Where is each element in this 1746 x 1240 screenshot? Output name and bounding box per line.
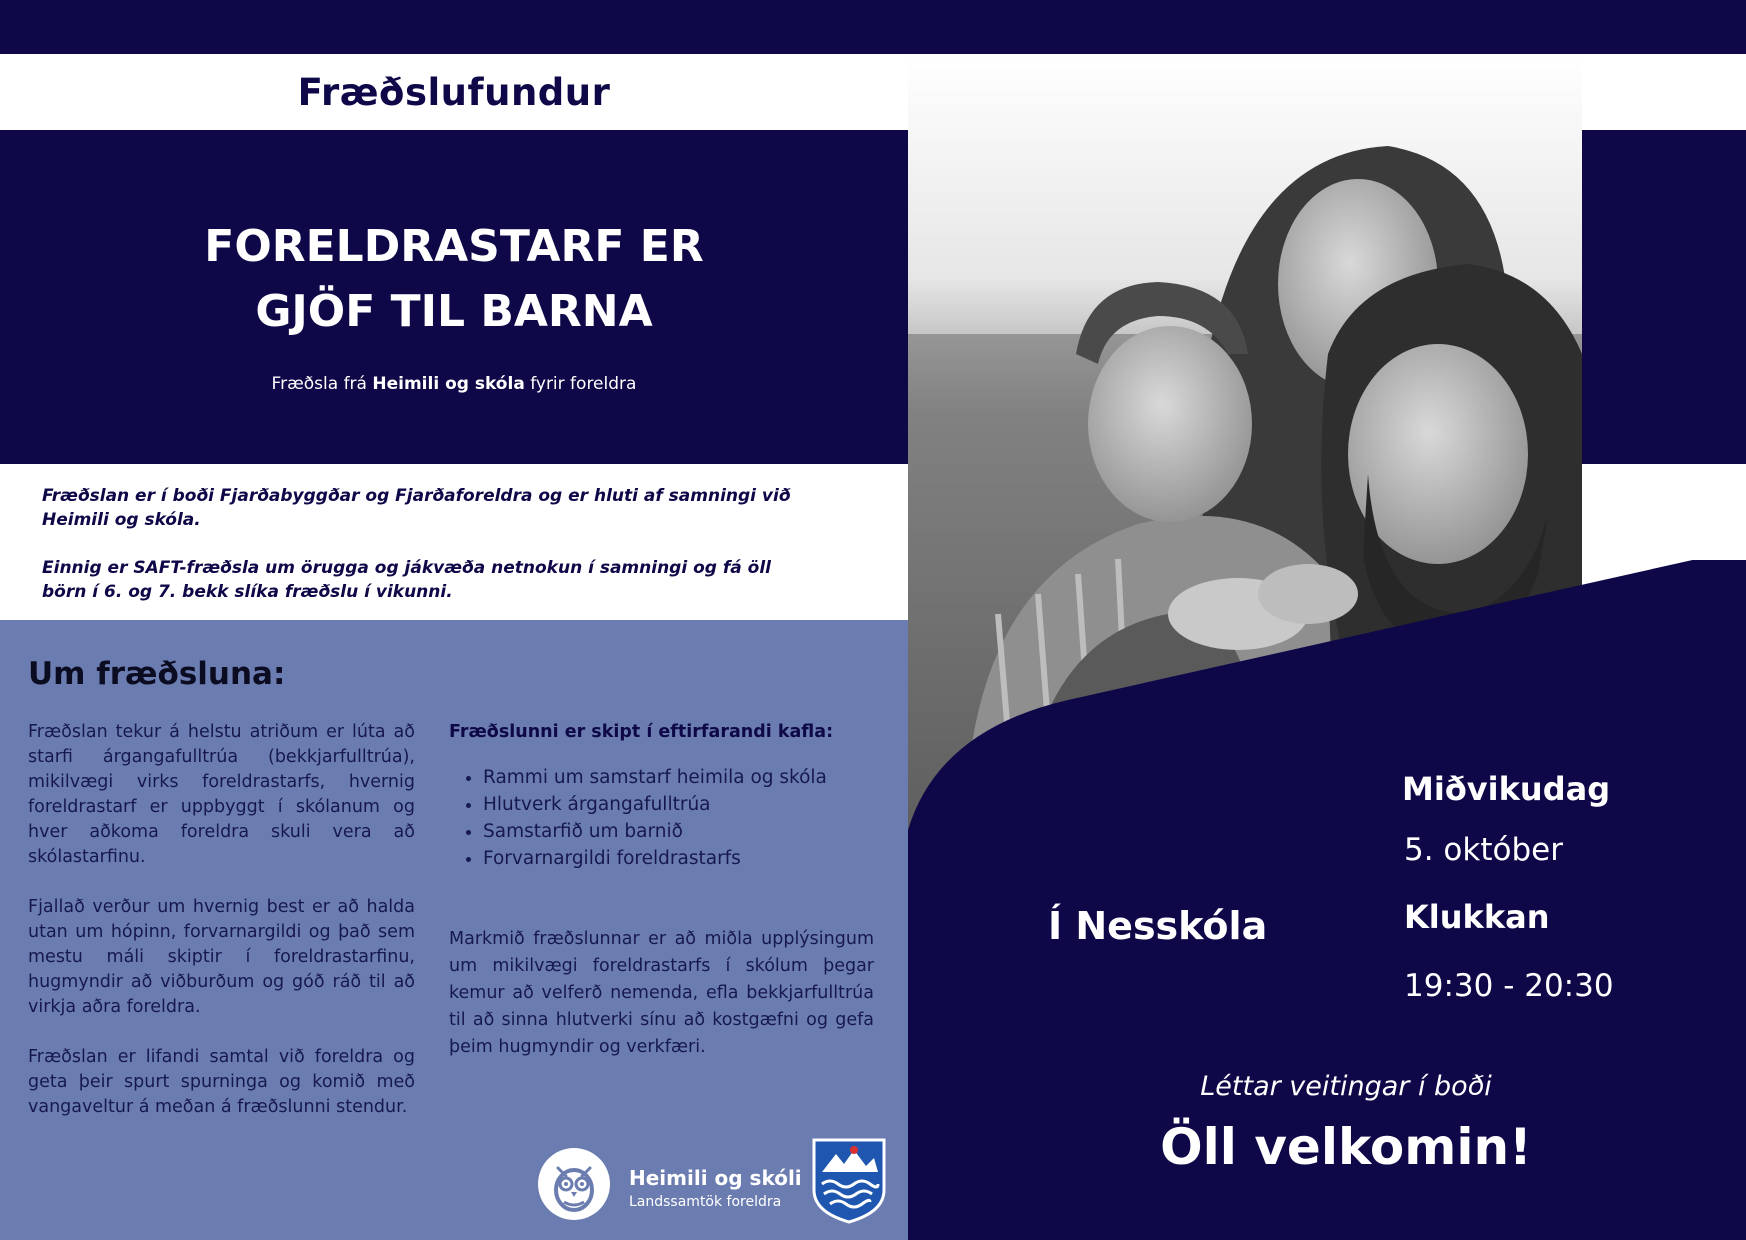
refreshments-note: Léttar veitingar í boði — [1200, 1071, 1492, 1102]
about-section — [0, 620, 908, 1240]
subtitle-org: Heimili og skóla — [372, 374, 525, 394]
sections-heading: Fræðslunni er skipt í eftirfarandi kafla: — [449, 722, 834, 742]
event-title-line1: FORELDRASTARF ER — [204, 221, 704, 272]
event-date: 5. október — [1404, 832, 1563, 868]
about-paragraph: Fræðslan tekur á helstu atriðum er lúta að starfi árgangafulltrúa (bekkjarfulltrúa), mikilvægi virks foreldrastarfs, hvernig foreldrastarf er uppbyggt í skólanum og hver aðkoma foreldra skuli vera að skólastarfinu. — [28, 722, 415, 867]
event-day: Miðvikudag — [1402, 770, 1611, 808]
event-title — [0, 214, 908, 344]
list-item: • Samstarfið um barnið — [483, 818, 874, 845]
top-bar — [0, 0, 1746, 54]
about-right-column — [449, 722, 874, 1061]
about-heading: Um fræðsluna: — [28, 656, 286, 692]
subtitle-post: fyrir foreldra — [524, 374, 637, 394]
accent-block — [1582, 130, 1746, 464]
list-item: • Rammi um samstarf heimila og skóla — [483, 764, 874, 791]
event-location: Í Nesskóla — [1048, 904, 1268, 948]
org-tagline: Landssamtök foreldra — [629, 1194, 782, 1210]
event-subtitle — [0, 374, 908, 394]
intro-paragraph: Einnig er SAFT-fræðsla um örugga og jákvæða netnokun í samningi og fá öll börn í 6. og 7. bekk slíka fræðslu í vikunni. — [42, 558, 771, 602]
logo-row — [536, 1130, 886, 1224]
subtitle-pre: Fræðsla frá — [271, 374, 373, 394]
event-kicker: Fræðslufundur — [297, 70, 611, 114]
aim-paragraph: Markmið fræðslunnar er að miðla upplýsingum um mikilvægi foreldrastarfs í skólum þegar kemur að velferð nemenda, efla bekkjarfulltrúa til að sinna hlutverki sínu að kostgæfni og gefa þeim hugmyndir og verkfæri. — [449, 929, 874, 1057]
list-item: • Hlutverk árgangafulltrúa — [483, 791, 874, 818]
owl-logo-icon — [536, 1146, 612, 1222]
about-paragraph: Fræðslan er lifandi samtal við foreldra og geta þeir spurt spurninga og komið með vangaveltur á meðan á fræðslunni stendur. — [28, 1047, 415, 1117]
org-name: Heimili og skóli — [629, 1166, 802, 1190]
hero-banner — [0, 130, 908, 464]
municipal-crest-icon — [812, 1138, 886, 1224]
intro-text — [42, 484, 802, 628]
time-label: Klukkan — [1404, 898, 1550, 936]
list-item: • Forvarnargildi foreldrastarfs — [483, 845, 874, 872]
intro-paragraph: Fræðslan er í boði Fjarðabyggðar og Fjarðaforeldra og er hluti af samningi við Heimili og skóla. — [42, 486, 791, 530]
about-paragraph: Fjallað verður um hvernig best er að halda utan um hópinn, forvarnargildi og það sem mestu máli skiptir í foreldrastarfinu, hugmyndir að viðburðum og góð ráð til að virkja aðra foreldra. — [28, 897, 415, 1017]
welcome-text: Öll velkomin! — [1160, 1118, 1532, 1176]
about-left-column — [28, 720, 415, 1145]
event-time: 19:30 - 20:30 — [1404, 968, 1614, 1004]
sections-list — [449, 764, 874, 872]
event-title-line2: GJÖF TIL BARNA — [255, 286, 653, 337]
